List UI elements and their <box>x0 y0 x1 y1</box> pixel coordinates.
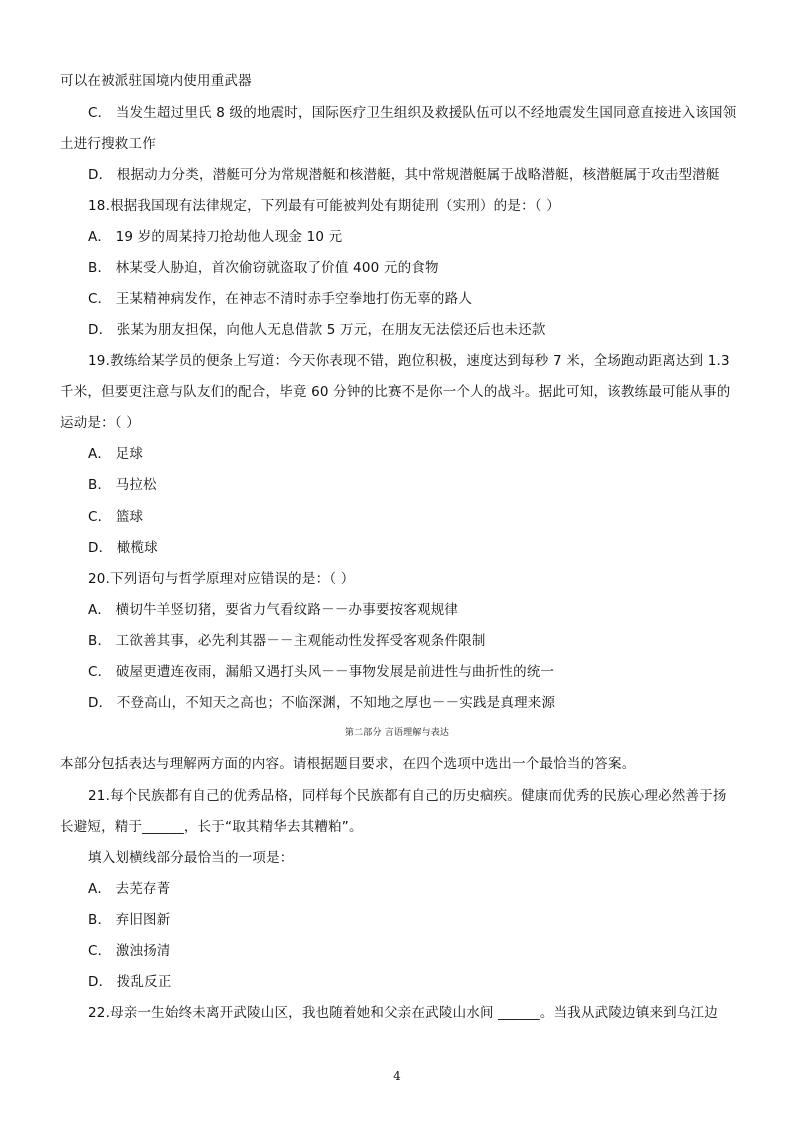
section-heading: 第二部分 言语理解与表达 <box>344 728 450 738</box>
question-19: 19.教练给某学员的便条上写道：今天你表现不错，跑位积极，速度达到每秒 7 米，全场跑动距离达到 1.3 <box>88 353 730 369</box>
option-d-q20: D． 不登高山，不知天之高也；不临深渊，不知地之厚也－－实践是真理来源 <box>88 695 556 711</box>
option-c-q21: C． 激浊扬清 <box>88 943 171 959</box>
question-20: 20.下列语句与哲学原理对应错误的是：（ ） <box>88 571 355 587</box>
option-c-q18: C． 王某精神病发作，在神志不清时赤手空拳地打伤无辜的路人 <box>88 291 473 307</box>
question-18: 18.根据我国现有法律规定，下列最有可能被判处有期徒刑（实刑）的是：（ ） <box>88 198 560 214</box>
page-number: 4 <box>393 1069 401 1083</box>
option-c-q19: C． 篮球 <box>88 509 144 525</box>
option-a-q20: A． 横切牛羊竖切猪，要省力气看纹路－－办事要按客观规律 <box>88 602 459 618</box>
option-a-q18: A． 19 岁的周某持刀抢劫他人现金 10 元 <box>88 229 343 245</box>
question-21-prompt: 填入划横线部分最恰当的一项是： <box>88 850 294 866</box>
question-22: 22.母亲一生始终未离开武陵山区，我也随着她和父亲在武陵山水间 ______。当我从武陵边镇来到乌江边 <box>88 1005 718 1021</box>
option-d-q21: D． 拨乱反正 <box>88 974 172 990</box>
text-line: 可以在被派驻国境内使用重武器 <box>60 73 252 89</box>
option-a-q21: A． 去芜存菁 <box>88 881 171 897</box>
text-line: 千米，但要更注意与队友们的配合，毕竟 60 分钟的比赛不是你一个人的战斗。据此可知，该教练最可能从事的 <box>60 384 731 400</box>
option-a-q19: A． 足球 <box>88 446 144 462</box>
text-line: 运动是：（ ） <box>60 415 140 431</box>
option-b-q20: B． 工欲善其事，必先利其器－－主观能动性发挥受客观条件限制 <box>88 633 486 649</box>
option-b-q21: B． 弃旧图新 <box>88 912 171 928</box>
option-d-q19: D． 橄榄球 <box>88 540 158 556</box>
option-d-q17: D． 根据动力分类，潜艇可分为常规潜艇和核潜艇，其中常规潜艇属于战略潜艇，核潜艇属于攻击型潜艇 <box>88 167 720 183</box>
text-line: 长避短，精于______，长于“取其精华去其糟粕”。 <box>60 819 363 835</box>
text-line: 土进行搜救工作 <box>60 136 156 152</box>
option-c-q17: C． 当发生超过里氏 8 级的地震时，国际医疗卫生组织及救援队伍可以不经地震发生国同意直接进入该国领 <box>88 105 737 121</box>
section-intro: 本部分包括表达与理解两方面的内容。请根据题目要求，在四个选项中选出一个最恰当的答案。 <box>60 756 636 772</box>
question-21: 21.每个民族都有自己的优秀品格，同样每个民族都有自己的历史痼疾。健康而优秀的民族心理必然善于扬 <box>88 788 727 804</box>
option-d-q18: D． 张某为朋友担保，向他人无息借款 5 万元，在朋友无法偿还后也未还款 <box>88 322 546 338</box>
option-b-q19: B． 马拉松 <box>88 477 157 493</box>
option-b-q18: B． 林某受人胁迫，首次偷窃就盗取了价值 400 元的食物 <box>88 260 439 276</box>
option-c-q20: C． 破屋更遭连夜雨，漏船又遇打头风－－事物发展是前进性与曲折性的统一 <box>88 664 555 680</box>
